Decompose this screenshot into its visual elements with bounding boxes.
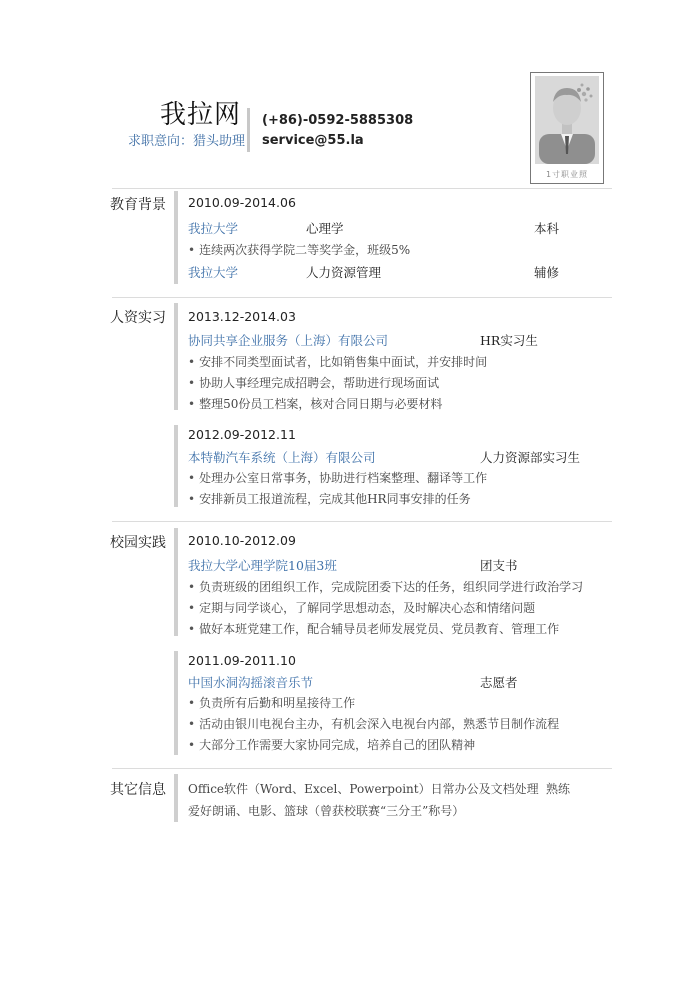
- section-title-campus: 校园实践: [110, 535, 166, 551]
- section-bar: [174, 774, 178, 822]
- degree: 本科: [534, 221, 560, 236]
- degree: 辅修: [534, 265, 560, 280]
- email-address: service@55.la: [262, 133, 364, 148]
- list-item: • 处理办公室日常事务，协助进行档案整理、翻译等工作: [188, 471, 488, 485]
- avatar-placeholder-icon: [535, 76, 599, 164]
- section-separator: [112, 768, 612, 769]
- list-item: • 负责所有后勤和明星接待工作: [188, 696, 356, 710]
- skill-level: 熟练: [546, 782, 571, 796]
- list-item: • 负责班级的团组织工作，完成院团委下达的任务，组织同学进行政治学习: [188, 580, 584, 594]
- section-title-education: 教育背景: [110, 197, 166, 213]
- activity-role: 团支书: [480, 558, 518, 573]
- company-name: 协同共享企业服务（上海）有限公司: [188, 333, 389, 348]
- company-name: 本特勒汽车系统（上海）有限公司: [188, 450, 376, 465]
- list-item: • 连续两次获得学院二等奖学金，班级5%: [188, 243, 411, 257]
- section-bar: [174, 528, 178, 636]
- list-item: • 大部分工作需要大家协同完成，培养自己的团队精神: [188, 738, 476, 752]
- list-item: • 整理50份员工档案，核对合同日期与必要材料: [188, 397, 443, 411]
- major: 心理学: [306, 221, 344, 236]
- list-item: • 协助人事经理完成招聘会，帮助进行现场面试: [188, 376, 440, 390]
- job-date: 2012.09-2012.11: [188, 427, 296, 442]
- section-bar: [174, 425, 178, 507]
- section-title-other: 其它信息: [110, 782, 166, 798]
- organization-name: 我拉大学心理学院10届3班: [188, 558, 337, 573]
- organization-name: 中国水洞沟摇滚音乐节: [188, 675, 314, 690]
- major: 人力资源管理: [306, 265, 382, 280]
- section-separator: [112, 297, 612, 298]
- list-item: • 安排不同类型面试者，比如销售集中面试，并安排时间: [188, 355, 488, 369]
- job-intent: 求职意向：猎头助理: [128, 134, 246, 149]
- hobby-line: 爱好朗诵、电影、篮球（曾获校联赛“三分王”称号）: [188, 804, 465, 818]
- phone-number: (+86)-0592-5885308: [262, 113, 414, 128]
- photo-frame: [530, 72, 604, 184]
- list-item: • 定期与同学谈心，了解同学思想动态，及时解决心态和情绪问题: [188, 601, 536, 615]
- section-separator: [112, 188, 612, 189]
- activity-role: 志愿者: [480, 675, 518, 690]
- section-bar: [174, 191, 178, 284]
- education-date: 2010.09-2014.06: [188, 195, 296, 210]
- list-item: • 安排新员工报道流程，完成其他HR同事安排的任务: [188, 492, 471, 506]
- skill-line: Office软件（Word、Excel、Powerpoint）日常办公及文档处理: [188, 782, 539, 796]
- candidate-name: 我拉网: [160, 100, 242, 130]
- school-name: 我拉大学: [188, 221, 239, 236]
- section-separator: [112, 521, 612, 522]
- section-bar: [174, 651, 178, 755]
- job-date: 2013.12-2014.03: [188, 309, 296, 324]
- activity-date: 2011.09-2011.10: [188, 653, 296, 668]
- section-title-internship: 人资实习: [110, 310, 166, 326]
- activity-date: 2010.10-2012.09: [188, 533, 296, 548]
- list-item: • 做好本班党建工作，配合辅导员老师发展党员、党员教育、管理工作: [188, 622, 560, 636]
- job-role: 人力资源部实习生: [480, 450, 581, 465]
- list-item: • 活动由银川电视台主办，有机会深入电视台内部，熟悉节目制作流程: [188, 717, 560, 731]
- photo-label: 1寸职业照: [545, 170, 589, 179]
- school-name: 我拉大学: [188, 265, 239, 280]
- section-bar: [174, 303, 178, 410]
- job-role: HR实习生: [480, 333, 538, 348]
- header-divider: [247, 108, 250, 152]
